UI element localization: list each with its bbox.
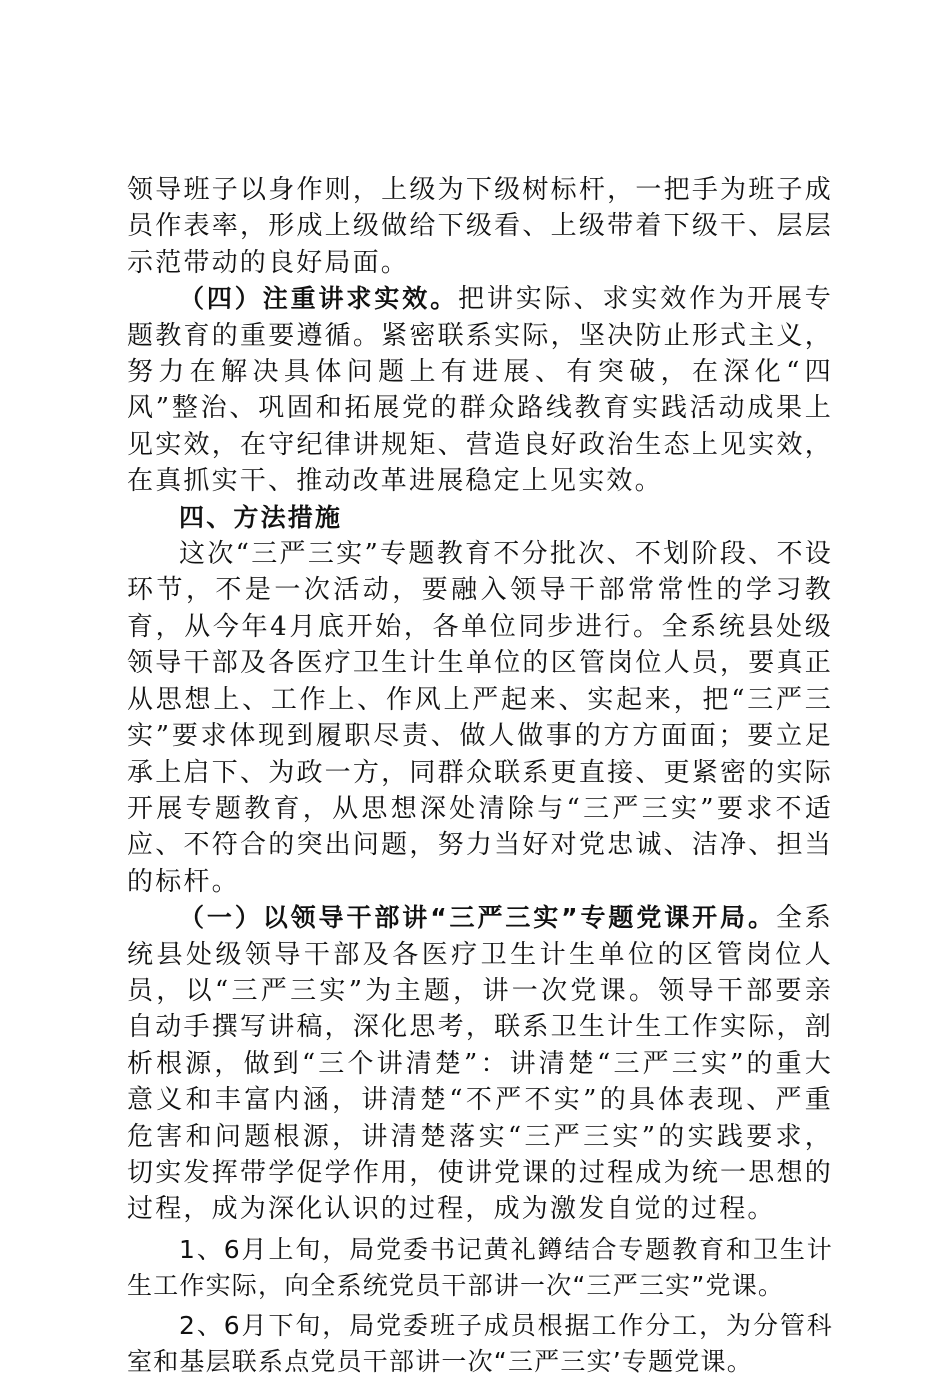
section-heading-methods: 四、方法措施 xyxy=(179,502,343,532)
paragraph-party-lecture-body: 全系统县处级领导干部及各医疗卫生计生单位的区管岗位人员，以“三严三实”为主题，讲一次党课。领导干部要亲自动手撰写讲稿，深化思考，联系卫生计生工作实际，剖析根源，做到“三个讲清楚”：讲清楚“三严三实”的重大意义和丰富内涵，讲清楚“不严不实”的具体表现、严重危害和问题根源，讲清楚落实“三严三实”的实践要求，切实发挥带学促学作用，使讲党课的过程成为统一思想的过程，成为深化认识的过程，成为激发自觉的过程。 xyxy=(127,903,834,1225)
document-body xyxy=(127,172,833,1380)
paragraph-party-lecture xyxy=(127,900,833,1228)
paragraph-leadership-example: 领导班子以身作则，上级为下级树标杆，一把手为班子成员作表率，形成上级做给下级看、上级带着下级干、层层示范带动的良好局面。 xyxy=(127,175,833,278)
heading-party-lecture: （一）以领导干部讲“三严三实”专题党课开局。 xyxy=(179,903,776,933)
paragraph-effectiveness xyxy=(127,281,833,499)
list-item-june-early: 1、6月上旬，局党委书记黄礼鐏结合专题教育和卫生计生工作实际，向全系统党员干部讲一次“三严三实”党课。 xyxy=(127,1234,833,1300)
list-item-june-late: 2、6月下旬，局党委班子成员根据工作分工，为分管科室和基层联系点党员干部讲一次“三严三实’专题党课。 xyxy=(127,1310,833,1376)
heading-effectiveness: （四）注重讲求实效。 xyxy=(179,284,458,314)
paragraph-methods-overview: 这次“三严三实”专题教育不分批次、不划阶段、不设环节，不是一次活动，要融入领导干部常常性的学习教育，从今年4月底开始，各单位同步进行。全系统县处级领导干部及各医疗卫生计生单位的区管岗位人员，要真正从思想上、工作上、作风上严起来、实起来，把“三严三实”要求体现到履职尽责、做人做事的方方面面；要立足承上启下、为政一方，同群众联系更直接、更紧密的实际开展专题教育，从思想深处清除与“三严三实”要求不适应、不符合的突出问题，努力当好对党忠诚、洁净、担当的标杆。 xyxy=(127,539,833,897)
paragraph-effectiveness-body: 把讲实际、求实效作为开展专题教育的重要遵循。紧密联系实际，坚决防止形式主义，努力在解决具体问题上有进展、有突破，在深化“四风”整治、巩固和拓展党的群众路线教育实践活动成果上见实效，在守纪律讲规矩、营造良好政治生态上见实效，在真抓实干、推动改革进展稳定上见实效。 xyxy=(127,284,833,497)
